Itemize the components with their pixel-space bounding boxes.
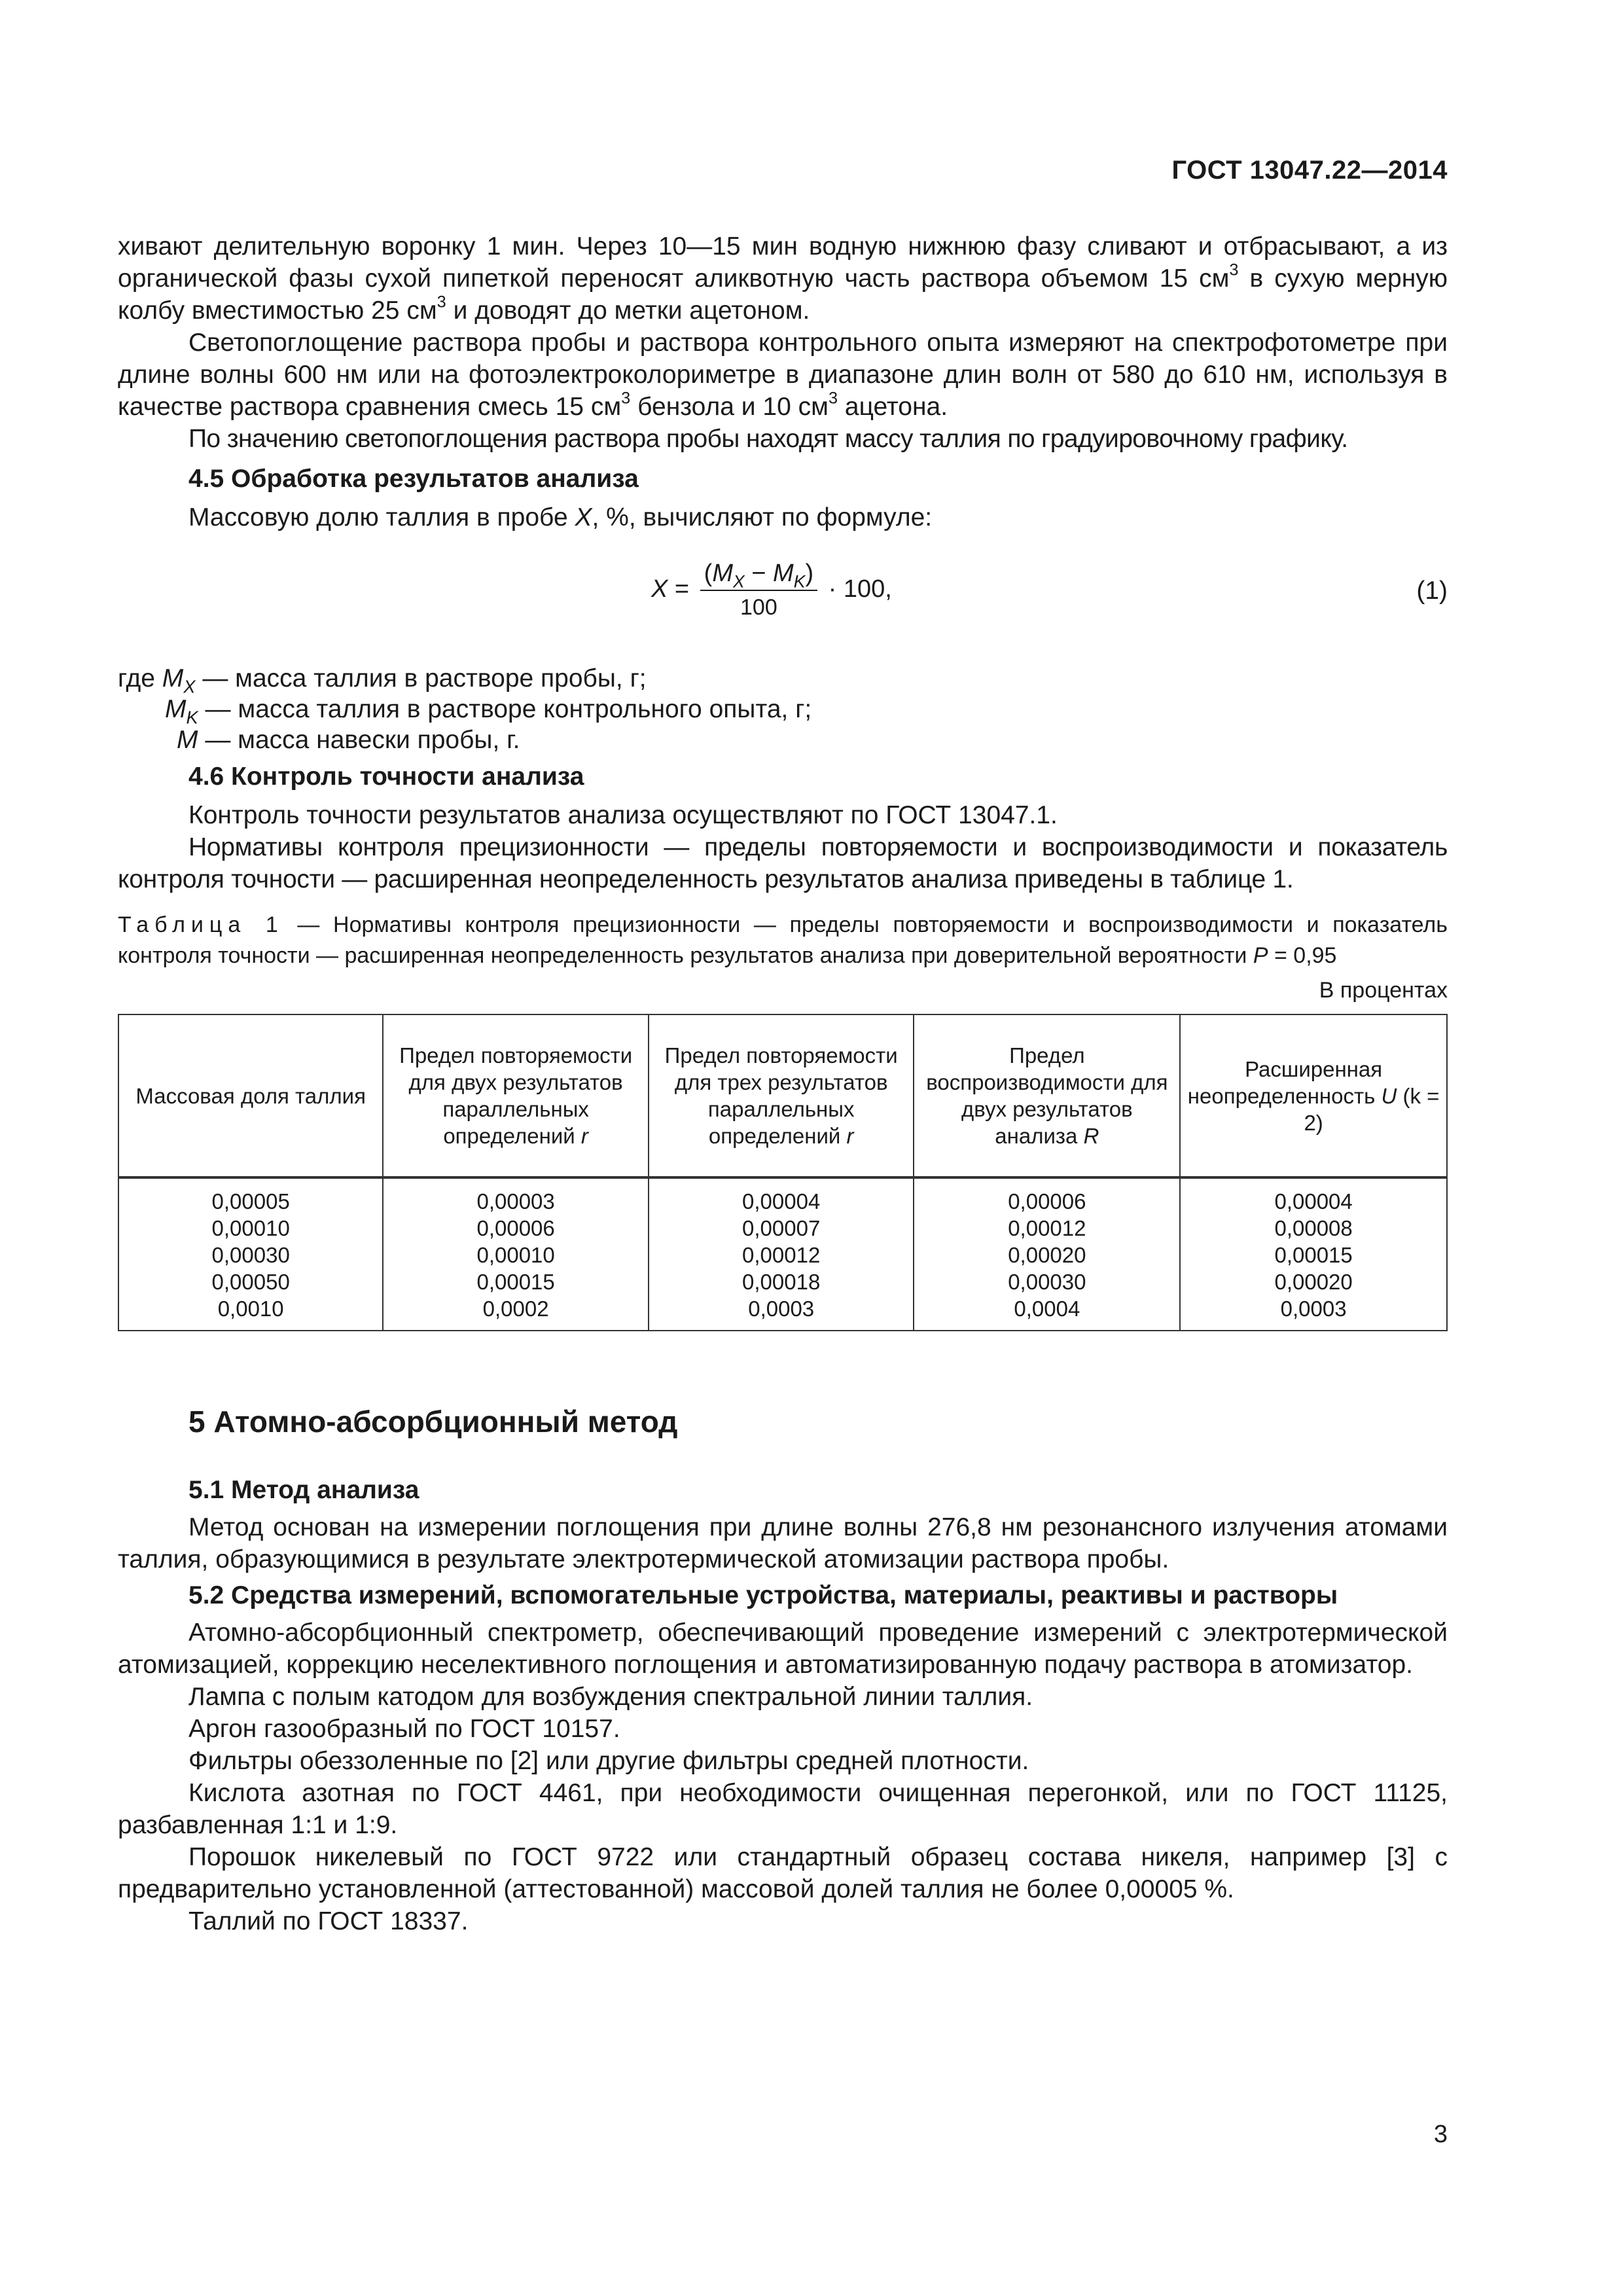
table-column-mass-fraction: 0,00005 0,00010 0,00030 0,00050 0,0010 — [118, 1177, 383, 1331]
list-item-thallium: Таллий по ГОСТ 18337. — [188, 1907, 469, 1935]
paragraph-accuracy-control: Контроль точности результатов анализа осуществляют по ГОСТ 13047.1. — [188, 801, 1058, 829]
paragraph-continued: хивают делительную воронку 1 мин. Через 10—15 мин водную нижнюю фазу сливают и отбрасывают, а из органической фазы сухой пипеткой переносят аликвотную часть раствора объемом 15 $см^3$ в сухую мерную колбу вместимостью 25 $см^3$ и доводят до метки ацетоном. — [118, 232, 1448, 325]
legend-line-mx: где $M_X$ — масса таллия в растворе пробы, г; — [118, 664, 647, 697]
table-header-reproducibility: Предел воспроизводимости для двух результатов анализа R — [914, 1014, 1180, 1177]
legend-line-mk: $M_K$ — масса таллия в растворе контрольного опыта, г; — [165, 695, 812, 728]
formula-legend — [118, 663, 1448, 755]
section-4-6-heading: 4.6 Контроль точности анализа — [188, 762, 584, 791]
table-header-repeatability-three: Предел повторяемости для трех результатов параллельных определений r — [649, 1014, 914, 1177]
formula-1: X = $\frac{(M_X - M_K)}{100}$ · 100, — [651, 558, 892, 622]
legend-line-m: M — масса навески пробы, г. — [177, 726, 520, 754]
paragraph-norms: Нормативы контроля прецизионности — пределы повторяемости и воспроизводимости и показатель контроля точности — расширенная неопределенность результатов анализа приведены в таблице 1. — [118, 833, 1448, 893]
main-text-block — [118, 230, 1448, 1937]
table-header-mass-fraction: Массовая доля таллия — [118, 1014, 383, 1177]
table-1-units: В процентах — [1319, 978, 1448, 1003]
list-item-argon: Аргон газообразный по ГОСТ 10157. — [188, 1715, 620, 1743]
table-header-repeatability-two: Предел повторяемости для двух результатов параллельных определений r — [383, 1014, 649, 1177]
section-5-2-heading: 5.2 Средства измерений, вспомогательные устройства, материалы, реактивы и растворы — [188, 1581, 1338, 1609]
paragraph-formula-intro: Массовую долю таллия в пробе X, %, вычисляют по формуле: — [188, 503, 933, 531]
list-item-nitric-acid: Кислота азотная по ГОСТ 4461, при необходимости очищенная перегонкой, или по ГОСТ 11125, разбавленная 1:1 и 1:9. — [118, 1779, 1448, 1839]
list-item-lamp: Лампа с полым катодом для возбуждения спектральной линии таллия. — [188, 1683, 1033, 1711]
formula-number: (1) — [1416, 577, 1448, 605]
paragraph-calibration: По значению светопоглощения раствора пробы находят массу таллия по градуировочному графику. — [188, 425, 1348, 453]
paragraph-method-basis: Метод основан на измерении поглощения при длине волны 276,8 нм резонансного излучения атомами таллия, образующимися в результате электротермической атомизации раствора пробы. — [118, 1513, 1448, 1573]
paragraph-absorbance: Светопоглощение раствора пробы и раствора контрольного опыта измеряют на спектрофотометре при длине волны 600 нм или на фотоэлектроколориметре в диапазоне длин волн от 580 до 610 нм, используя в качестве раствора сравнения смесь 15 $см^3$ бензола и 10 $см^3$ ацетона. — [118, 329, 1448, 421]
formula-fraction: $\frac{(M_X - M_K)}{100}$ — [700, 558, 817, 622]
table-header-row — [118, 1014, 1447, 1177]
table-1 — [118, 1014, 1448, 1331]
page-number: 3 — [1433, 2121, 1448, 2148]
section-4-5-heading: 4.5 Обработка результатов анализа — [188, 465, 639, 493]
table-column-uncertainty: 0,00004 0,00008 0,00015 0,00020 0,0003 — [1180, 1177, 1447, 1331]
section-5-1-heading: 5.1 Метод анализа — [188, 1476, 419, 1504]
table-1-caption: Таблица 1 — Нормативы контроля прецизионности — пределы повторяемости и воспроизводимости и показатель контроля точности — расширенная неопределенность результатов анализа при доверительной вероятности P = 0,95 — [118, 912, 1448, 968]
list-item-nickel-powder: Порошок никелевый по ГОСТ 9722 или стандартный образец состава никеля, например [3] с предварительно установленной (аттестованной) массовой долей таллия не более 0,00005 %. — [118, 1843, 1448, 1903]
table-header-uncertainty: Расширенная неопределенность U (k = 2) — [1180, 1014, 1447, 1177]
table-row — [118, 1177, 1447, 1331]
list-item-filters: Фильтры обеззоленные по [2] или другие фильтры средней плотности. — [188, 1747, 1029, 1775]
table-column-repeatability-two: 0,00003 0,00006 0,00010 0,00015 0,0002 — [383, 1177, 649, 1331]
table-column-repeatability-three: 0,00004 0,00007 0,00012 0,00018 0,0003 — [649, 1177, 914, 1331]
list-item-spectrometer: Атомно-абсорбционный спектрометр, обеспечивающий проведение измерений с электротермической атомизацией, коррекцию неселективного поглощения и автоматизированную подачу раствора в атомизатор. — [118, 1619, 1448, 1679]
table-column-reproducibility: 0,00006 0,00012 0,00020 0,00030 0,0004 — [914, 1177, 1180, 1331]
section-5-heading: 5 Атомно-абсорбционный метод — [188, 1405, 678, 1439]
formula-block — [118, 558, 1448, 656]
document-code-header: ГОСТ 13047.22—2014 — [1171, 156, 1448, 185]
